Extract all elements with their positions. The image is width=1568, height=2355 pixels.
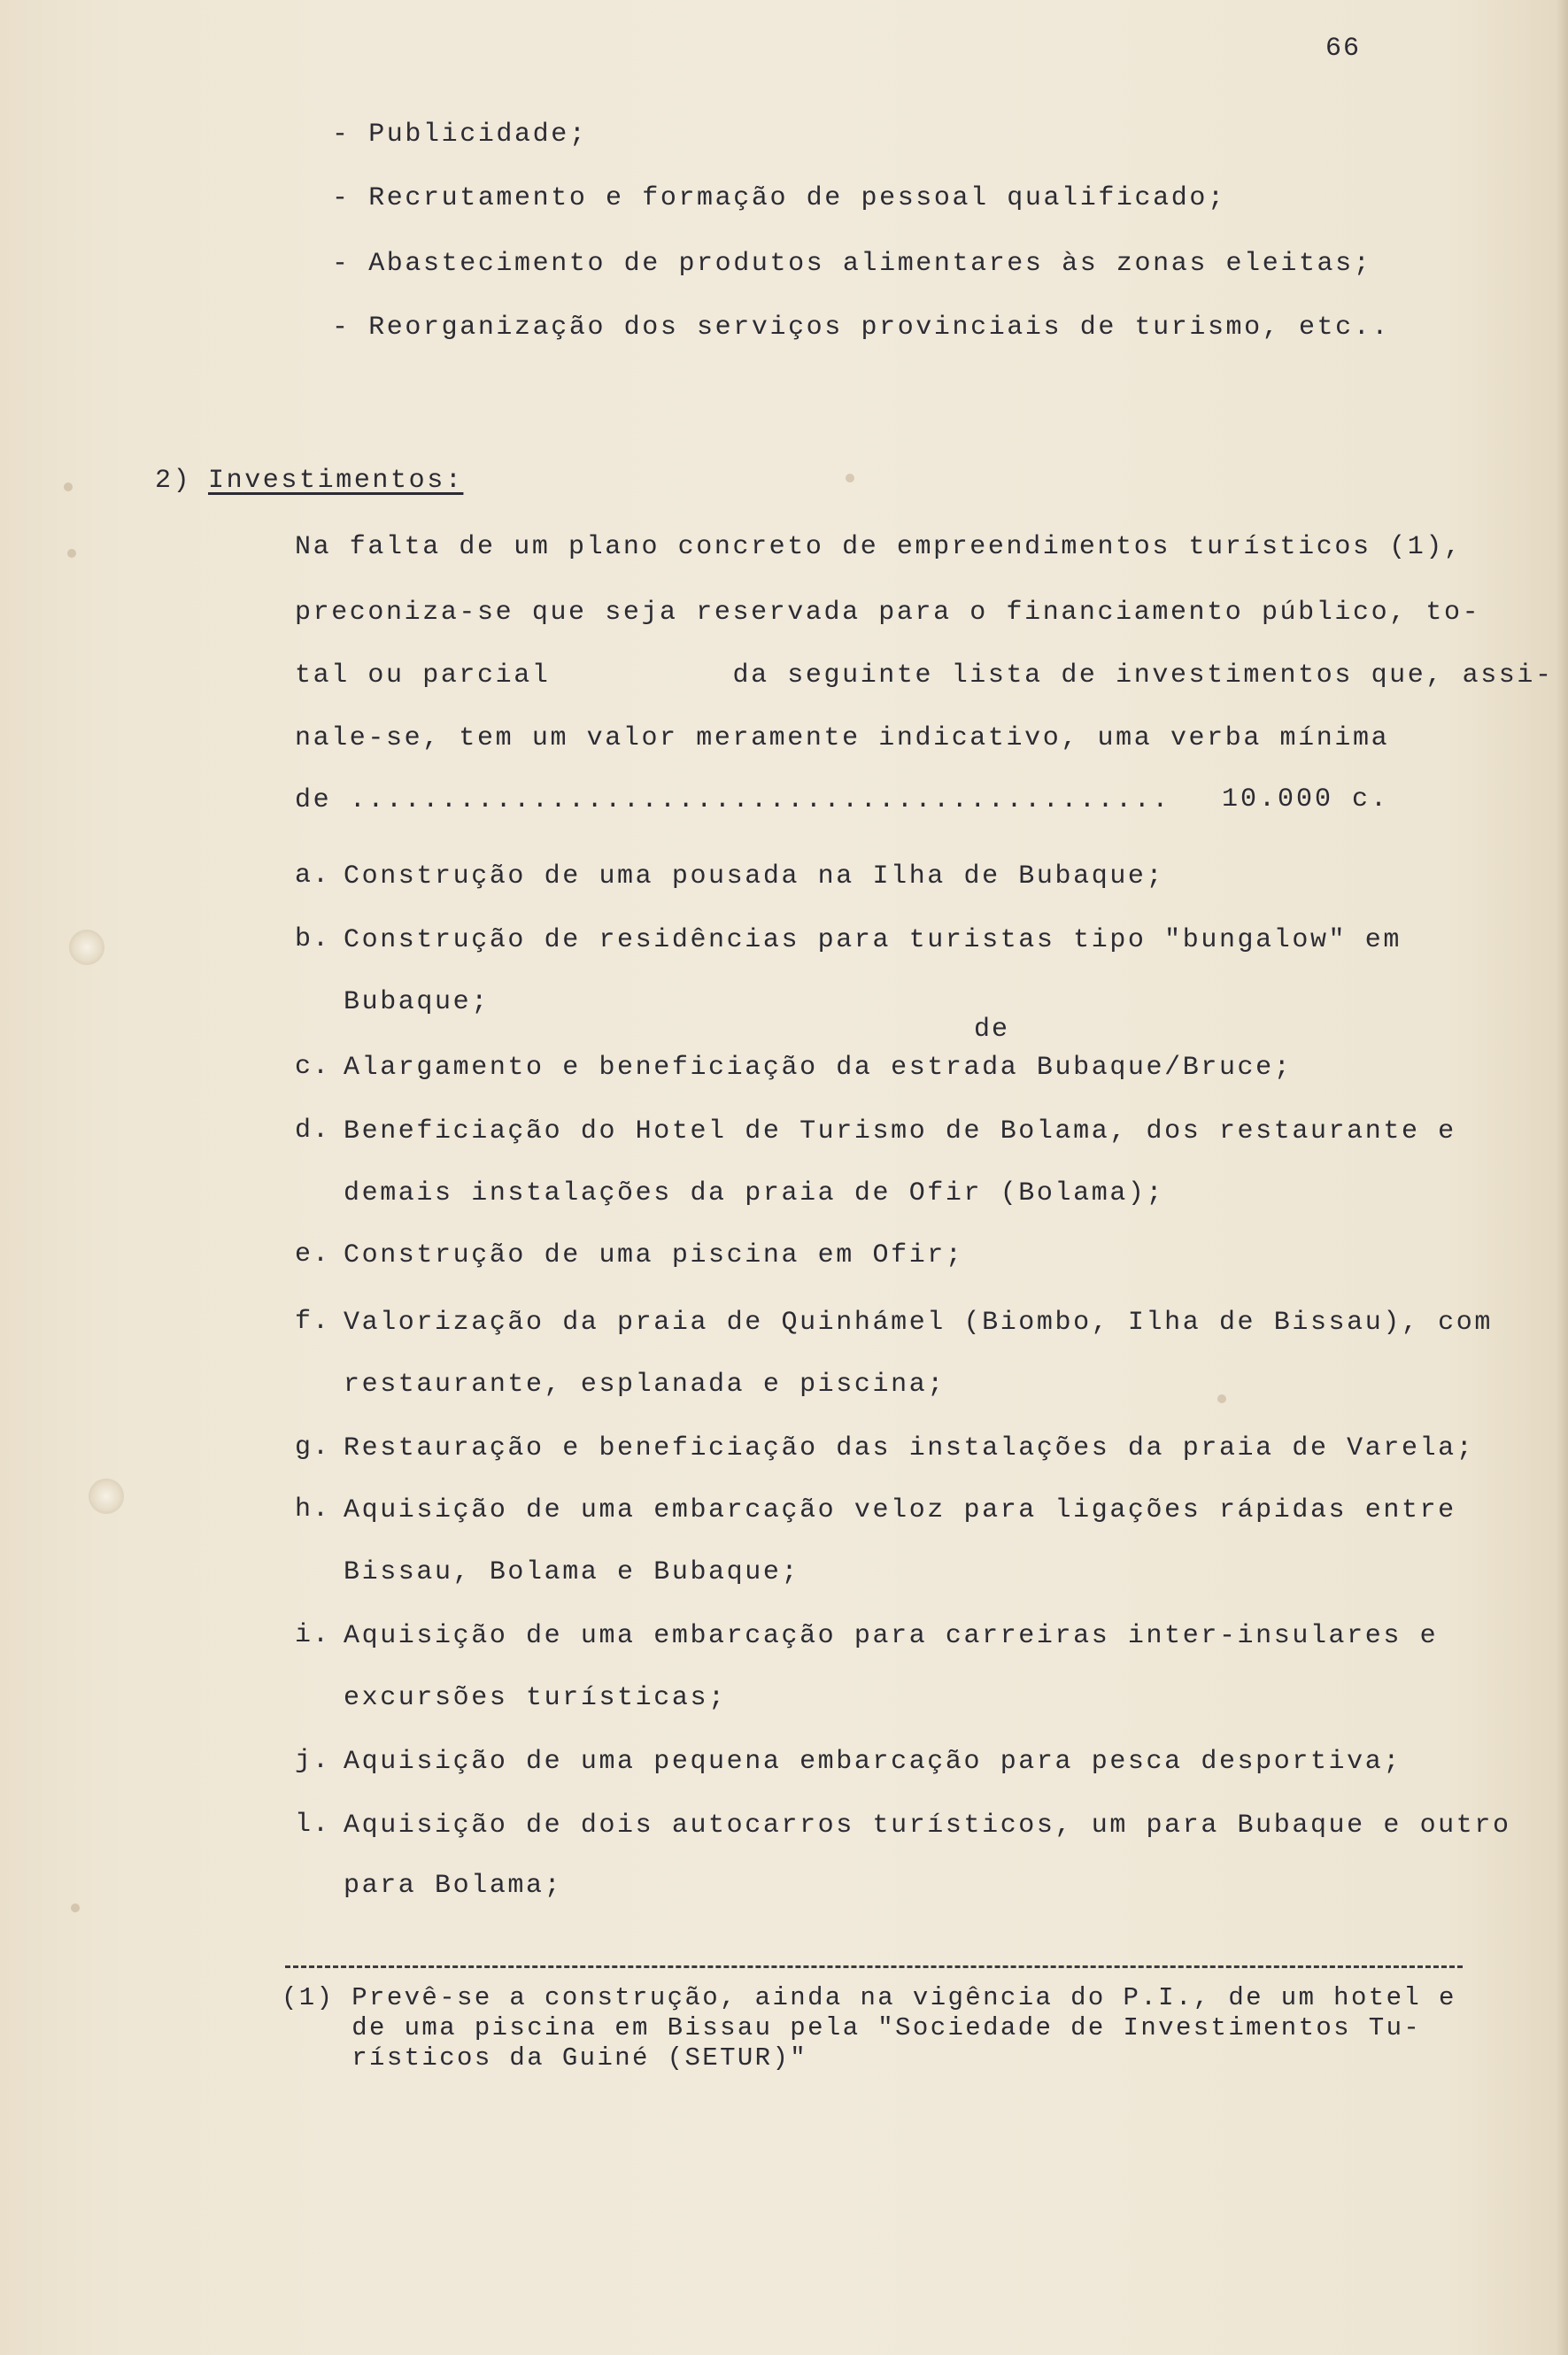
paper-speck (846, 474, 854, 483)
item-line: Construção de residências para turistas tipo "bungalow" em (344, 925, 1402, 955)
item-letter: c. (295, 1052, 331, 1082)
item-letter: a. (295, 861, 331, 891)
section-title: Investimentos: (208, 466, 464, 496)
item-line: Bubaque; (344, 987, 490, 1017)
footnote-divider (285, 1965, 1463, 1968)
footnote-line: rísticos da Guiné (SETUR)" (282, 2043, 808, 2073)
item-letter: g. (295, 1432, 331, 1463)
paragraph-line: preconiza-se que seja reservada para o financiamento público, to- (295, 598, 1481, 628)
bullet-line: - Recrutamento e formação de pessoal qualificado; (332, 183, 1226, 213)
item-line: demais instalações da praia de Ofir (Bolama); (344, 1178, 1165, 1208)
minimum-amount: 10.000 c. (1222, 784, 1390, 815)
paragraph-line: de ............................................. (295, 785, 1170, 815)
footnote-line: de uma piscina em Bissau pela "Sociedade de Investimentos Tu- (282, 2013, 1422, 2042)
paper-speck (71, 1903, 80, 1912)
item-letter: j. (295, 1746, 331, 1776)
item-line: restaurante, esplanada e piscina; (344, 1370, 946, 1400)
item-letter: b. (295, 924, 331, 954)
item-line: Valorização da praia de Quinhámel (Biombo, Ilha de Bissau), com (344, 1308, 1493, 1338)
page-number: 66 (1325, 34, 1362, 64)
item-line: Restauração e beneficiação das instalações da praia de Varela; (344, 1433, 1475, 1463)
handwritten-insert: de (974, 1015, 1010, 1045)
bullet-line: - Abastecimento de produtos alimentares às zonas eleitas; (332, 249, 1372, 279)
paper-speck (1217, 1394, 1226, 1403)
item-line: para Bolama; (344, 1871, 563, 1901)
item-letter: i. (295, 1620, 331, 1650)
paper-edge-shadow (1556, 0, 1568, 2355)
paper-speck (67, 549, 76, 558)
section-number: 2) (155, 466, 192, 496)
item-line: Construção de uma piscina em Ofir; (344, 1240, 964, 1270)
punch-hole-bottom (89, 1479, 124, 1514)
item-letter: l. (295, 1810, 331, 1840)
item-line: Bissau, Bolama e Bubaque; (344, 1557, 800, 1587)
punch-hole-top (69, 930, 104, 965)
item-line: Aquisição de uma pequena embarcação para pesca desportiva; (344, 1747, 1402, 1777)
footnote-line: (1) Prevê-se a construção, ainda na vigência do P.I., de um hotel e (282, 1983, 1456, 2012)
item-line: Aquisição de uma embarcação para carreiras inter-insulares e (344, 1621, 1439, 1651)
item-letter: d. (295, 1116, 331, 1146)
item-letter: h. (295, 1494, 331, 1525)
item-line: Aquisição de uma embarcação veloz para ligações rápidas entre (344, 1495, 1456, 1525)
bullet-line: - Reorganização dos serviços provinciais de turismo, etc.. (332, 313, 1390, 343)
item-line: Alargamento e beneficiação da estrada Bubaque/Bruce; (344, 1053, 1293, 1083)
paragraph-line: Na falta de um plano concreto de empreendimentos turísticos (1), (295, 532, 1463, 562)
paragraph-line: tal ou parcial da seguinte lista de investimentos que, assi- (295, 660, 1554, 691)
item-line: Beneficiação do Hotel de Turismo de Bolama, dos restaurante e (344, 1116, 1456, 1147)
paragraph-line: nale-se, tem um valor meramente indicativo, uma verba mínima (295, 723, 1390, 753)
bullet-line: - Publicidade; (332, 120, 588, 150)
item-letter: f. (295, 1307, 331, 1337)
item-line: Aquisição de dois autocarros turísticos, um para Bubaque e outro (344, 1811, 1511, 1841)
item-line: excursões turísticas; (344, 1683, 727, 1713)
item-letter: e. (295, 1239, 331, 1270)
paper-speck (64, 483, 73, 491)
item-line: Construção de uma pousada na Ilha de Bubaque; (344, 861, 1165, 892)
